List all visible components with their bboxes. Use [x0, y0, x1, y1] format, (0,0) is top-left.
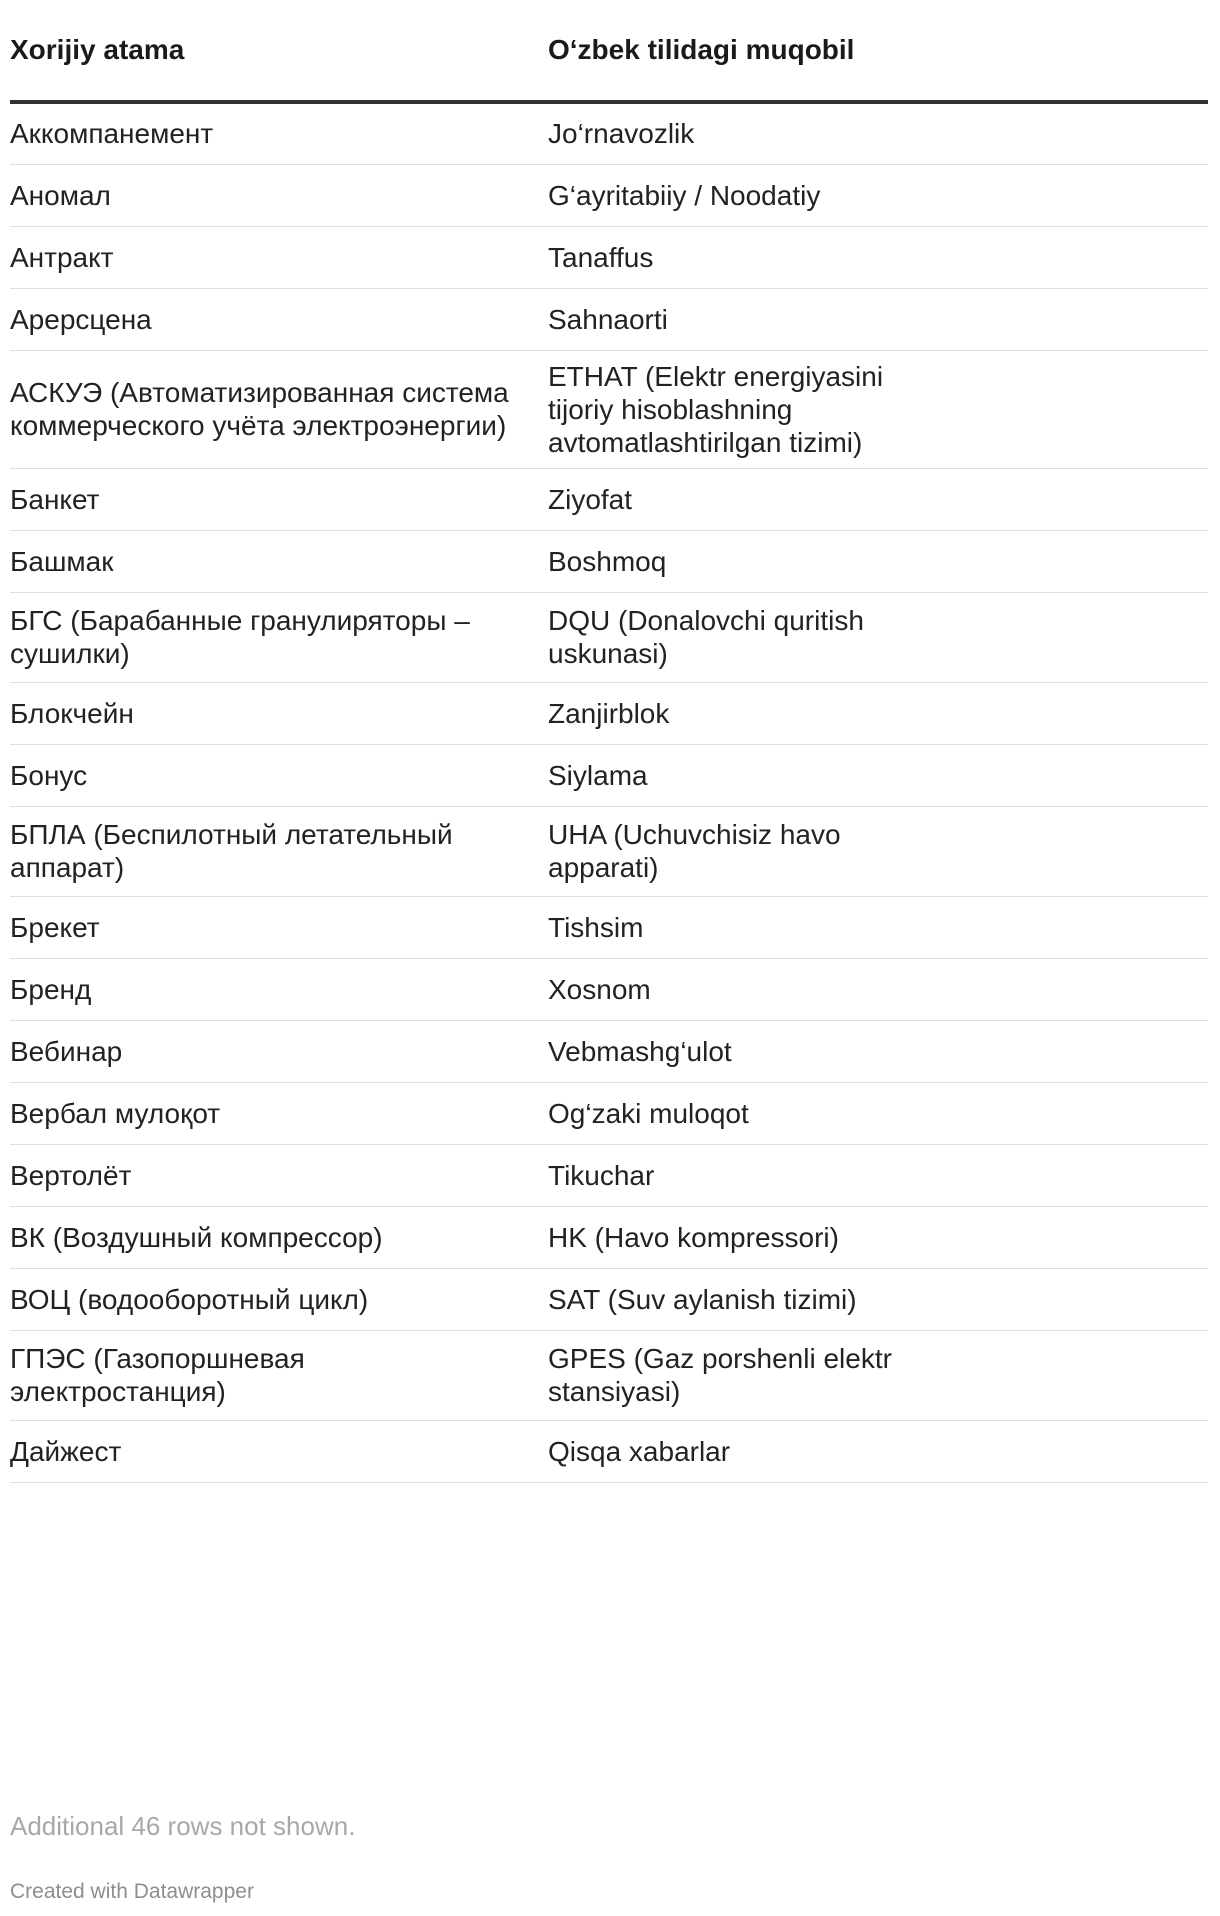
table-row: [10, 1144, 1208, 1206]
table-row: [10, 1082, 1208, 1144]
table-row: [10, 682, 1208, 744]
table-row: [10, 1330, 1208, 1420]
cell-uzbek-equivalent: Sahnaorti: [548, 288, 1208, 350]
cell-uzbek-equivalent: Vebmashg‘ulot: [548, 1020, 1208, 1082]
table-row: [10, 164, 1208, 226]
cell-uzbek-equivalent: GPES (Gaz porshenli elektr stansiyasi): [548, 1330, 1208, 1420]
table-row: [10, 468, 1208, 530]
table-row: [10, 288, 1208, 350]
credit-line: Created with Datawrapper: [10, 1880, 254, 1903]
cell-uzbek-equivalent: Zanjirblok: [548, 682, 1208, 744]
cell-foreign-term: ГПЭС (Газопоршневая электростанция): [10, 1330, 548, 1420]
table-row: [10, 1206, 1208, 1268]
table-row: [10, 744, 1208, 806]
table-row: [10, 350, 1208, 468]
cell-foreign-term: Бренд: [10, 958, 548, 1020]
cell-uzbek-equivalent: ETHAT (Elektr energiyasini tijoriy hisoblashning avtomatlashtirilgan tizimi): [548, 350, 1208, 468]
cell-foreign-term: Башмак: [10, 530, 548, 592]
cell-uzbek-equivalent: Tanaffus: [548, 226, 1208, 288]
table-row: [10, 226, 1208, 288]
cell-foreign-term: ВК (Воздушный компрессор): [10, 1206, 548, 1268]
cell-uzbek-equivalent: Og‘zaki muloqot: [548, 1082, 1208, 1144]
cell-uzbek-equivalent: Boshmoq: [548, 530, 1208, 592]
cell-foreign-term: Вебинар: [10, 1020, 548, 1082]
cell-foreign-term: БПЛА (Беспилотный летательный аппарат): [10, 806, 548, 896]
cell-foreign-term: Аккомпанемент: [10, 102, 548, 164]
cell-uzbek-equivalent: Jo‘rnavozlik: [548, 102, 1208, 164]
table-row: [10, 1268, 1208, 1330]
table-row: [10, 806, 1208, 896]
cell-foreign-term: БГС (Барабанные гранулиряторы – сушилки): [10, 592, 548, 682]
cell-foreign-term: Вербал мулоқот: [10, 1082, 548, 1144]
cell-foreign-term: Банкет: [10, 468, 548, 530]
cell-foreign-term: Аномал: [10, 164, 548, 226]
table-row: [10, 896, 1208, 958]
cell-uzbek-equivalent: Tikuchar: [548, 1144, 1208, 1206]
terms-table: [10, 0, 1208, 1483]
table-body: [10, 102, 1208, 1482]
table-notes: Additional 46 rows not shown.: [10, 1811, 356, 1841]
cell-uzbek-equivalent: Siylama: [548, 744, 1208, 806]
header-row: [10, 0, 1208, 102]
cell-uzbek-equivalent: Ziyofat: [548, 468, 1208, 530]
table-row: [10, 958, 1208, 1020]
cell-foreign-term: Блокчейн: [10, 682, 548, 744]
table-row: [10, 530, 1208, 592]
table-row: [10, 1420, 1208, 1482]
cell-uzbek-equivalent: HK (Havo kompressori): [548, 1206, 1208, 1268]
cell-uzbek-equivalent: SAT (Suv aylanish tizimi): [548, 1268, 1208, 1330]
cell-foreign-term: ВОЦ (водооборотный цикл): [10, 1268, 548, 1330]
cell-foreign-term: Антракт: [10, 226, 548, 288]
column-header-uzbek-equivalent[interactable]: O‘zbek tilidagi muqobil: [548, 0, 1208, 102]
table-row: [10, 102, 1208, 164]
cell-foreign-term: Дайжест: [10, 1420, 548, 1482]
column-header-foreign-term[interactable]: Xorijiy atama: [10, 0, 548, 102]
cell-foreign-term: Вертолёт: [10, 1144, 548, 1206]
cell-uzbek-equivalent: G‘ayritabiiy / Noodatiy: [548, 164, 1208, 226]
cell-foreign-term: Бонус: [10, 744, 548, 806]
cell-uzbek-equivalent: DQU (Donalovchi quritish uskunasi): [548, 592, 1208, 682]
cell-foreign-term: Брекет: [10, 896, 548, 958]
cell-uzbek-equivalent: Qisqa xabarlar: [548, 1420, 1208, 1482]
table-row: [10, 1020, 1208, 1082]
cell-foreign-term: Арерсцена: [10, 288, 548, 350]
table-row: [10, 592, 1208, 682]
cell-uzbek-equivalent: Tishsim: [548, 896, 1208, 958]
cell-foreign-term: АСКУЭ (Автоматизированная система коммерческого учёта электроэнергии): [10, 350, 548, 468]
cell-uzbek-equivalent: UHA (Uchuvchisiz havo apparati): [548, 806, 1208, 896]
cell-uzbek-equivalent: Xosnom: [548, 958, 1208, 1020]
